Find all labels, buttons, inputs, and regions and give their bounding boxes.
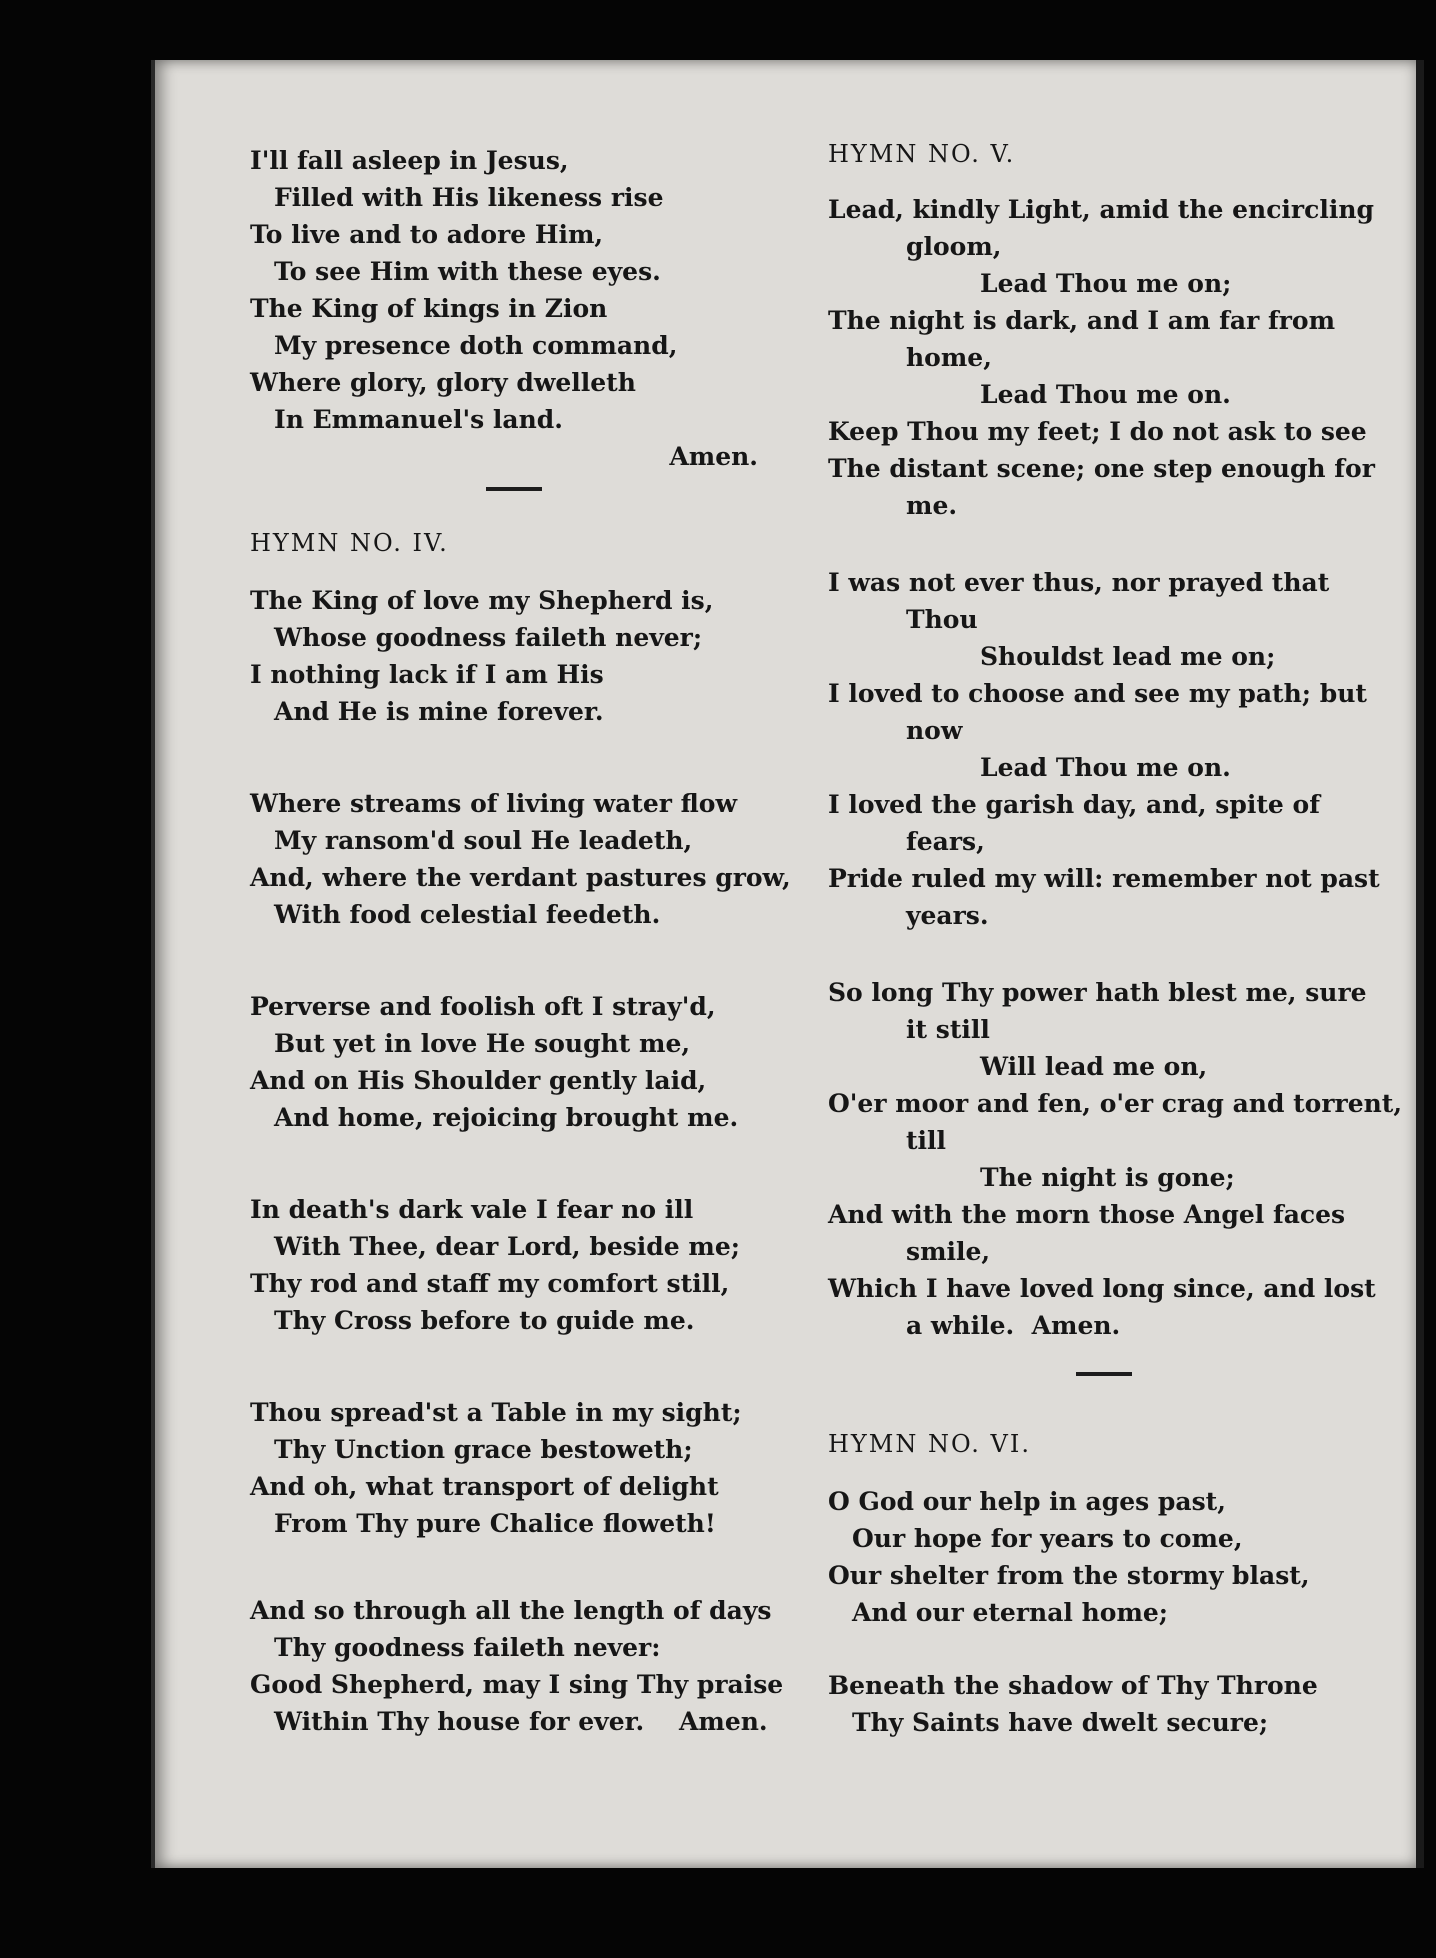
- verse-line: Lead, kindly Light, amid the encircling: [828, 195, 1374, 224]
- verse-line: Thy Cross before to guide me.: [274, 1306, 695, 1335]
- amen-line: Amen.: [669, 442, 758, 471]
- hymn-title: HYMN NO. IV.: [250, 529, 449, 557]
- verse-line: Lead Thou me on.: [980, 380, 1231, 409]
- verse-line: To see Him with these eyes.: [274, 257, 661, 286]
- verse-line: The King of love my Shepherd is,: [250, 586, 714, 615]
- left-column: [250, 142, 791, 1740]
- verse-line: And home, rejoicing brought me.: [274, 1103, 739, 1132]
- verse-line: And on His Shoulder gently laid,: [250, 1066, 707, 1095]
- verse-line: Good Shepherd, may I sing Thy praise: [250, 1670, 784, 1699]
- verse-line: In death's dark vale I fear no ill: [250, 1195, 694, 1224]
- hymn-6-verse-1: [828, 1483, 1378, 1631]
- verse-line: Shouldst lead me on;: [980, 642, 1276, 671]
- verse-line: Will lead me on,: [980, 1052, 1208, 1081]
- verse-line: And oh, what transport of delight: [250, 1472, 719, 1501]
- hymn-4-verse-4: [250, 1191, 780, 1339]
- verse-line: The night is gone;: [980, 1163, 1235, 1192]
- verse-line: So long Thy power hath blest me, sure: [828, 978, 1367, 1007]
- verse-line: Within Thy house for ever. Amen.: [274, 1707, 768, 1736]
- hymn-5-verse-1: [828, 191, 1378, 524]
- verse-line: Thy rod and staff my comfort still,: [250, 1269, 730, 1298]
- verse-line: And He is mine forever.: [274, 697, 604, 726]
- verse-line: till: [906, 1126, 947, 1155]
- page-edge: [1416, 60, 1424, 1868]
- verse-line: Where streams of living water flow: [250, 789, 737, 818]
- verse-line: it still: [906, 1015, 990, 1044]
- verse-line: And our eternal home;: [852, 1598, 1169, 1627]
- verse-line: Lead Thou me on;: [980, 269, 1232, 298]
- verse-line: I nothing lack if I am His: [250, 660, 604, 689]
- verse-line: I was not ever thus, nor prayed that: [828, 568, 1330, 597]
- verse-line: Thy Unction grace bestoweth;: [274, 1435, 693, 1464]
- verse-line: a while. Amen.: [906, 1311, 1121, 1340]
- right-column: [828, 136, 1403, 1741]
- verse-line: The King of kings in Zion: [250, 294, 608, 323]
- verse-line: Where glory, glory dwelleth: [250, 368, 636, 397]
- verse-line: The distant scene; one step enough for: [828, 454, 1375, 483]
- verse-line: From Thy pure Chalice floweth!: [274, 1509, 716, 1538]
- verse-line: I loved to choose and see my path; but: [828, 679, 1367, 708]
- verse-line: In Emmanuel's land.: [274, 405, 563, 434]
- verse-line: Lead Thou me on.: [980, 753, 1231, 782]
- verse-line: Thou: [906, 605, 978, 634]
- verse-line: And so through all the length of days: [250, 1596, 772, 1625]
- hymn-title: HYMN NO. V.: [828, 140, 1016, 168]
- verse-line: To live and to adore Him,: [250, 220, 604, 249]
- verse-line: Beneath the shadow of Thy Throne: [828, 1671, 1318, 1700]
- verse-line: Filled with His likeness rise: [274, 183, 664, 212]
- hymn-4-verse-3: [250, 988, 780, 1136]
- verse-line: Whose goodness faileth never;: [274, 623, 703, 652]
- hymn-title: HYMN NO. VI.: [828, 1430, 1031, 1458]
- verse-line: Thy goodness faileth never:: [274, 1633, 661, 1662]
- hymn-4-verse-2: [250, 785, 791, 933]
- verse-line: fears,: [906, 827, 985, 856]
- hymn-4-verse-5: [250, 1394, 780, 1542]
- verse-line: Thou spread'st a Table in my sight;: [250, 1398, 742, 1427]
- verse-line: home,: [906, 343, 992, 372]
- verse-line: The night is dark, and I am far from: [828, 306, 1336, 335]
- verse-line: Our hope for years to come,: [852, 1524, 1243, 1553]
- verse-line: And, where the verdant pastures grow,: [250, 863, 791, 892]
- hymn-4-verse-6: [250, 1592, 784, 1740]
- verse-line: Pride ruled my will: remember not past: [828, 864, 1380, 893]
- verse-line: me.: [906, 491, 958, 520]
- hymn-6-verse-2: [828, 1667, 1378, 1741]
- verse-line: gloom,: [906, 232, 1002, 261]
- verse-line: I loved the garish day, and, spite of: [828, 790, 1320, 819]
- verse-line: O'er moor and fen, o'er crag and torrent,: [828, 1089, 1403, 1118]
- verse-line: O God our help in ages past,: [828, 1487, 1226, 1516]
- verse-line: Our shelter from the stormy blast,: [828, 1561, 1310, 1590]
- verse-line: With Thee, dear Lord, beside me;: [274, 1232, 740, 1261]
- verse-line: My presence doth command,: [274, 331, 678, 360]
- hymn-5-verse-2: [828, 564, 1378, 934]
- verse-line: But yet in love He sought me,: [274, 1029, 691, 1058]
- verse-line: With food celestial feedeth.: [274, 900, 661, 929]
- verse-line: now: [906, 716, 963, 745]
- verse-line: Which I have loved long since, and lost: [828, 1274, 1376, 1303]
- hymn-5-verse-3: [828, 974, 1403, 1344]
- verse-line: Perverse and foolish oft I stray'd,: [250, 992, 716, 1021]
- verse-line: smile,: [906, 1237, 991, 1266]
- verse-line: years.: [906, 901, 989, 930]
- verse-line: My ransom'd soul He leadeth,: [274, 826, 693, 855]
- hymn-4-verse-1: [250, 582, 780, 730]
- verse-line: I'll fall asleep in Jesus,: [250, 146, 569, 175]
- hymn-3-ending: [250, 142, 780, 475]
- verse-line: Keep Thou my feet; I do not ask to see: [828, 417, 1367, 446]
- verse-line: Thy Saints have dwelt secure;: [852, 1708, 1269, 1737]
- verse-line: And with the morn those Angel faces: [828, 1200, 1346, 1229]
